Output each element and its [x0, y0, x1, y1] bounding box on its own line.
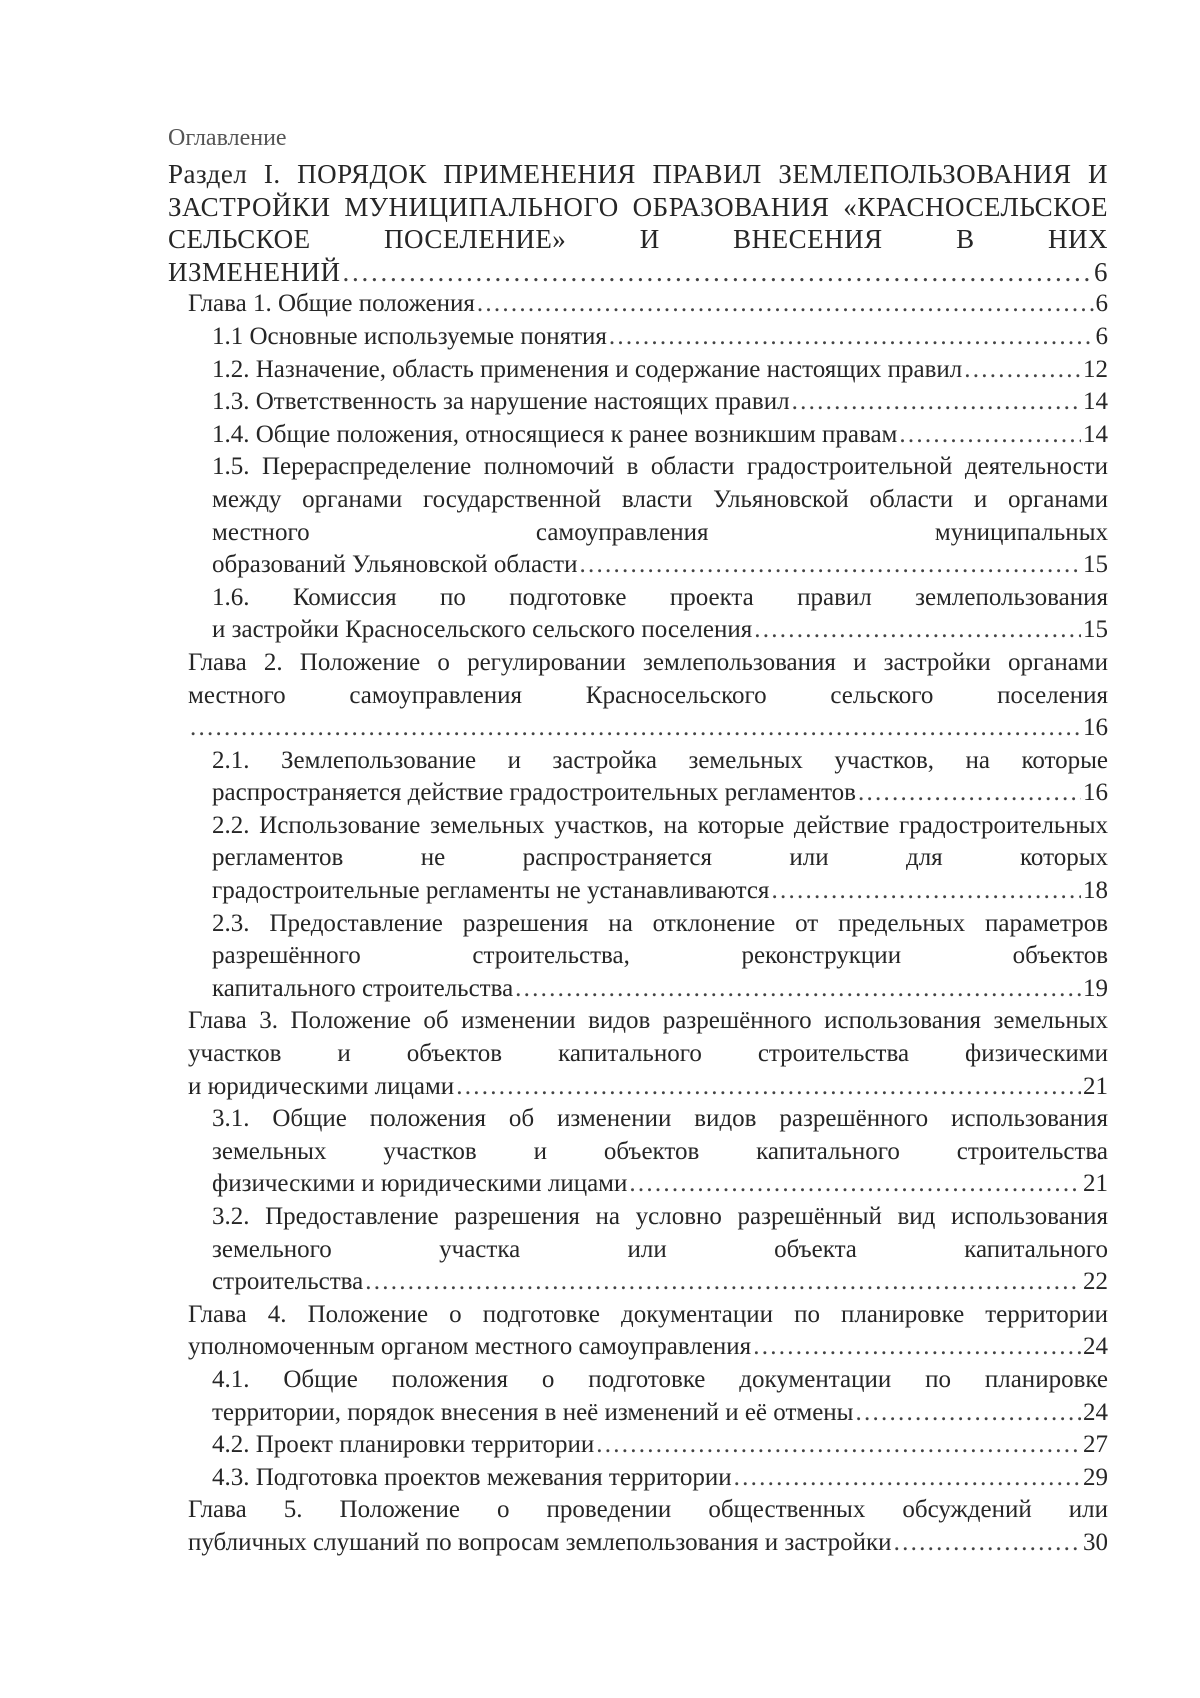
- toc-page-number: 24: [1083, 1333, 1108, 1361]
- toc-entry-leader-line: [212, 419, 1108, 452]
- toc-entry-title: 1.6. Комиссия по подготовке проекта правил землепользования: [212, 583, 1108, 611]
- toc-page-number: 27: [1083, 1431, 1108, 1459]
- toc-entry-title: Глава 3. Положение об изменении видов разрешённого использования земельных участков и объектов капитального строительства физическими: [188, 1007, 1108, 1068]
- toc-subsection-entry[interactable]: [212, 1429, 1108, 1462]
- toc-entry-leader-line: [212, 1266, 1108, 1299]
- toc-entry-title-end: 1.3. Ответственность за нарушение настоящих правил: [212, 388, 790, 416]
- toc-page-number: 30: [1083, 1528, 1108, 1556]
- toc-page-number: 16: [1083, 779, 1108, 807]
- toc-entry-title: 2.3. Предоставление разрешения на отклонение от предельных параметров разрешённого строительства, реконструкции объектов: [212, 909, 1108, 970]
- toc-page-number: 16: [1083, 714, 1108, 742]
- dot-leader: [858, 777, 1081, 810]
- toc-list: [168, 158, 1108, 1560]
- toc-page-number: 21: [1083, 1170, 1108, 1198]
- toc-entry-title: Глава 4. Положение о подготовке документации по планировке территории: [188, 1300, 1108, 1328]
- dot-leader: [771, 875, 1081, 908]
- toc-entry-leader-line: [188, 1071, 1108, 1104]
- toc-subsection-entry[interactable]: [212, 810, 1108, 908]
- toc-entry-title-end: и застройки Красносельского сельского поселения: [212, 616, 753, 644]
- toc-page-number: 15: [1083, 551, 1108, 579]
- dot-leader: [899, 419, 1081, 452]
- toc-entry-leader-line: [212, 386, 1108, 419]
- dot-leader: [579, 549, 1081, 582]
- dot-leader: [190, 712, 1081, 745]
- toc-subsection-entry[interactable]: [212, 354, 1108, 387]
- toc-entry-title-end: градостроительные регламенты не устанавливаются: [212, 877, 770, 905]
- dot-leader: [629, 1168, 1081, 1201]
- toc-subsection-entry[interactable]: [212, 386, 1108, 419]
- toc-entry-title: 3.1. Общие положения об изменении видов разрешённого использования земельных участков и объектов капитального строительства: [212, 1105, 1108, 1165]
- toc-entry-leader-line: [188, 288, 1108, 321]
- toc-subsection-entry[interactable]: [212, 451, 1108, 581]
- toc-section-entry[interactable]: [168, 158, 1108, 288]
- toc-page-number: 14: [1083, 388, 1108, 416]
- toc-entry-title-end: физическими и юридическими лицами: [212, 1170, 628, 1198]
- toc-entry-title-end: капитального строительства: [212, 974, 514, 1002]
- toc-entry-title-end: 4.3. Подготовка проектов межевания территории: [212, 1463, 732, 1491]
- toc-subsection-entry[interactable]: [212, 582, 1108, 647]
- toc-entry-title-end: территории, порядок внесения в неё изменений и её отмены: [212, 1398, 854, 1426]
- toc-page-number: 21: [1083, 1072, 1108, 1100]
- toc-subsection-entry[interactable]: [212, 419, 1108, 452]
- dot-leader: [343, 256, 1092, 289]
- toc-page-number: 19: [1083, 974, 1108, 1002]
- toc-chapter-entry[interactable]: [188, 1299, 1108, 1364]
- toc-entry-leader-line: [212, 614, 1108, 647]
- toc-entry-title-end: 1.4. Общие положения, относящиеся к ранее возникшим правам: [212, 420, 898, 448]
- toc-entry-leader-line: [212, 973, 1108, 1006]
- toc-subsection-entry[interactable]: [212, 1364, 1108, 1429]
- toc-subsection-entry[interactable]: [212, 745, 1108, 810]
- dot-leader: [477, 288, 1094, 321]
- toc-entry-leader-line: [212, 549, 1108, 582]
- toc-entry-title-end: уполномоченным органом местного самоуправления: [188, 1333, 752, 1361]
- toc-page-number: 14: [1083, 420, 1108, 448]
- dot-leader: [365, 1266, 1081, 1299]
- toc-entry-leader-line: [212, 1397, 1108, 1430]
- toc-subsection-entry[interactable]: [212, 1462, 1108, 1495]
- toc-entry-title: 1.5. Перераспределение полномочий в области градостроительной деятельности между органами государственной власти Ульяновской области и органами местного самоуправления муниципальных: [212, 453, 1108, 546]
- toc-page-number: 29: [1083, 1463, 1108, 1491]
- toc-subsection-entry[interactable]: [212, 321, 1108, 354]
- toc-entry-title: Глава 2. Положение о регулировании землепользования и застройки органами местного самоуправления Красносельского сельского поселения: [188, 648, 1108, 709]
- toc-entry-title: 2.2. Использование земельных участков, на которые действие градостроительных регламентов не распространяется или для которых: [212, 811, 1108, 872]
- document-page: [168, 122, 1108, 1560]
- toc-entry-leader-line: [168, 256, 1108, 289]
- toc-entry-title: 2.1. Землепользование и застройка земельных участков, на которые: [212, 746, 1108, 774]
- toc-entry-title-end: 1.1 Основные используемые понятия: [212, 322, 607, 350]
- dot-leader: [515, 973, 1081, 1006]
- toc-entry-title: 3.2. Предоставление разрешения на условно разрешённый вид использования земельного участка или объекта капитального: [212, 1203, 1108, 1263]
- toc-entry-leader-line: [188, 1331, 1108, 1364]
- toc-entry-title-end: распространяется действие градостроительных регламентов: [212, 779, 856, 807]
- toc-page-number: 12: [1083, 355, 1108, 383]
- toc-entry-leader-line: [188, 712, 1108, 745]
- toc-entry-title-end: 4.2. Проект планировки территории: [212, 1431, 595, 1459]
- dot-leader: [754, 614, 1081, 647]
- dot-leader: [609, 321, 1094, 354]
- dot-leader: [753, 1331, 1081, 1364]
- toc-entry-title-end: публичных слушаний по вопросам землепользования и застройки: [188, 1528, 892, 1556]
- toc-page-number: 6: [1095, 322, 1108, 350]
- toc-subsection-entry[interactable]: [212, 908, 1108, 1006]
- dot-leader: [964, 354, 1081, 387]
- dot-leader: [855, 1397, 1081, 1430]
- toc-entry-title-end: и юридическими лицами: [188, 1072, 455, 1100]
- toc-entry-leader-line: [212, 875, 1108, 908]
- toc-entry-leader-line: [212, 354, 1108, 387]
- toc-entry-title-end: строительства: [212, 1268, 364, 1296]
- toc-chapter-entry[interactable]: [188, 1494, 1108, 1559]
- toc-entry-leader-line: [212, 777, 1108, 810]
- toc-entry-title: Раздел I. ПОРЯДОК ПРИМЕНЕНИЯ ПРАВИЛ ЗЕМЛЕПОЛЬЗОВАНИЯ И ЗАСТРОЙКИ МУНИЦИПАЛЬНОГО ОБРАЗОВАНИЯ «КРАСНОСЕЛЬСКОЕ СЕЛЬСКОЕ ПОСЕЛЕНИЕ» И ВНЕСЕНИЯ В НИХ: [168, 159, 1108, 255]
- dot-leader: [456, 1071, 1081, 1104]
- dot-leader: [734, 1462, 1081, 1495]
- toc-entry-leader-line: [212, 1168, 1108, 1201]
- toc-entry-leader-line: [212, 321, 1108, 354]
- toc-chapter-entry[interactable]: [188, 647, 1108, 745]
- dot-leader: [894, 1527, 1081, 1560]
- toc-entry-leader-line: [212, 1462, 1108, 1495]
- toc-page-number: 6: [1094, 256, 1108, 287]
- dot-leader: [596, 1429, 1081, 1462]
- toc-entry-title: 4.1. Общие положения о подготовке документации по планировке: [212, 1365, 1108, 1393]
- toc-page-number: 18: [1083, 877, 1108, 905]
- toc-heading: Оглавление: [168, 125, 287, 151]
- toc-subsection-entry[interactable]: [212, 1201, 1108, 1299]
- toc-entry-title-end: Глава 1. Общие положения: [188, 290, 475, 318]
- toc-page-number: 15: [1083, 616, 1108, 644]
- toc-chapter-entry[interactable]: [188, 1005, 1108, 1103]
- toc-chapter-entry[interactable]: [188, 288, 1108, 321]
- toc-subsection-entry[interactable]: [212, 1103, 1108, 1201]
- toc-entry-title-end: образований Ульяновской области: [212, 551, 578, 579]
- toc-entry-leader-line: [188, 1527, 1108, 1560]
- toc-page-number: 22: [1083, 1268, 1108, 1296]
- toc-entry-title: Глава 5. Положение о проведении общественных обсуждений или: [188, 1496, 1108, 1524]
- toc-page-number: 6: [1095, 290, 1108, 318]
- dot-leader: [792, 386, 1081, 419]
- toc-entry-title-end: 1.2. Назначение, область применения и содержание настоящих правил: [212, 355, 963, 383]
- toc-entry-leader-line: [212, 1429, 1108, 1462]
- toc-page-number: 24: [1083, 1398, 1108, 1426]
- toc-entry-title-end: ИЗМЕНЕНИЙ: [168, 256, 341, 287]
